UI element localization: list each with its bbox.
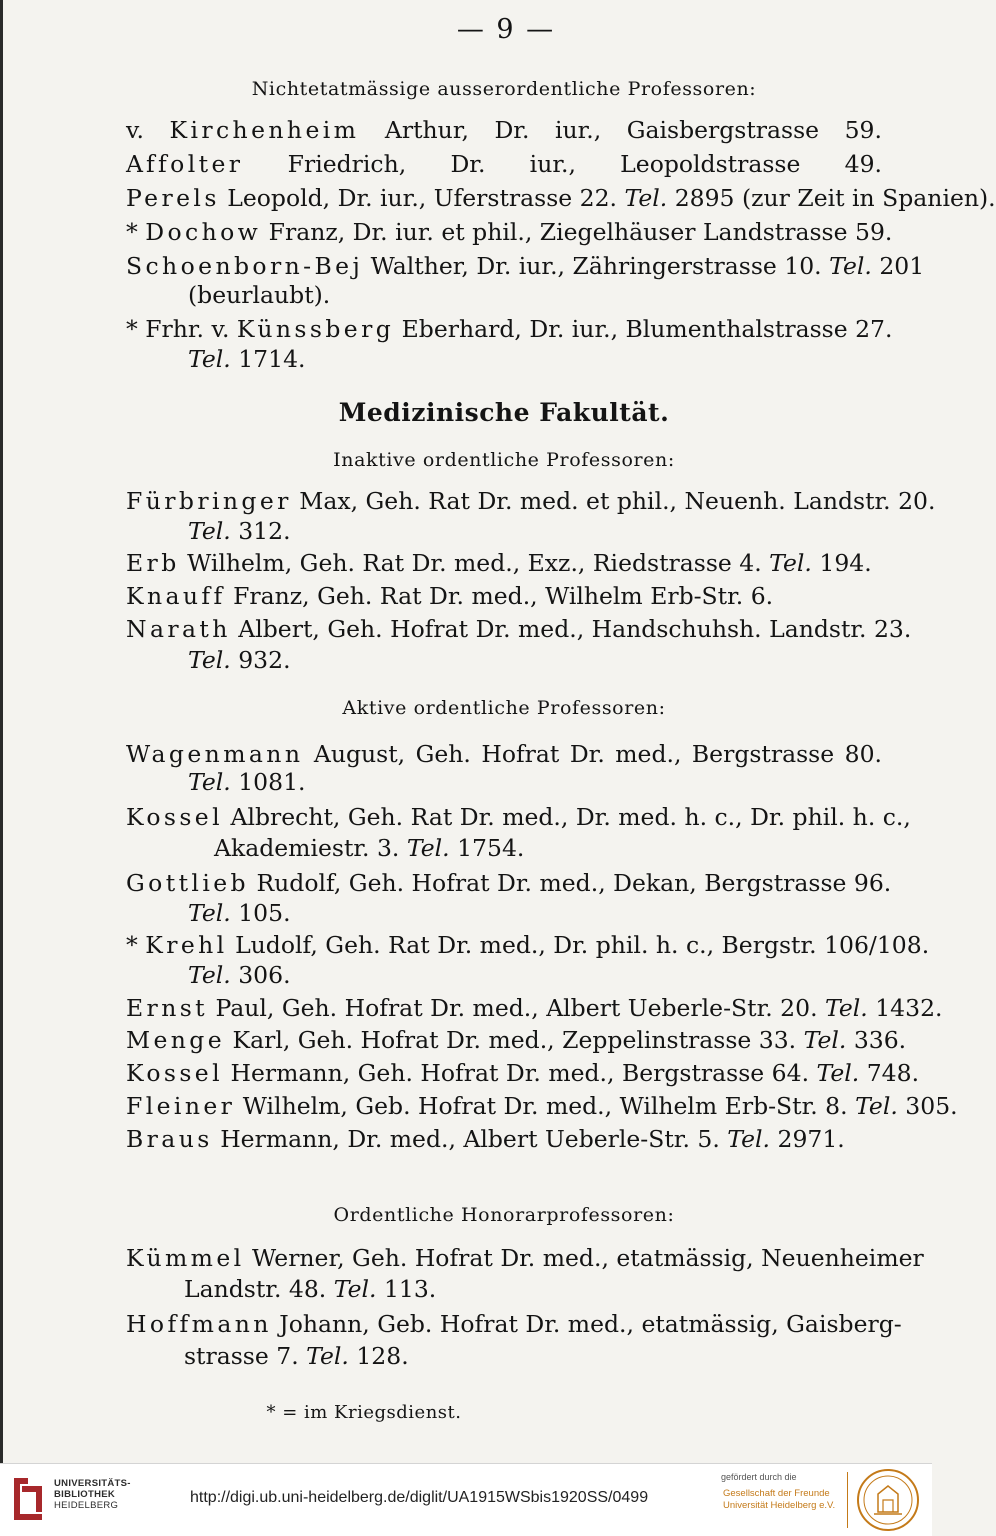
- section-heading-nichtetatmaessige: Nichtetatmässige ausserordentliche Professoren:: [251, 78, 757, 100]
- surname: Knauff: [126, 582, 226, 610]
- entry-schoenborn: Schoenborn-Bej Walther, Dr. iur., Zähringerstrasse 10. Tel. 201: [126, 252, 925, 280]
- entry-gottlieb: Gottlieb Rudolf, Geh. Hofrat Dr. med., Dekan, Bergstrasse 96.: [126, 869, 892, 897]
- entry-ernst: Ernst Paul, Geh. Hofrat Dr. med., Albert Ueberle-Str. 20. Tel. 1432.: [126, 994, 943, 1022]
- entry-kossel-hermann: Kossel Hermann, Geh. Hofrat Dr. med., Bergstrasse 64. Tel. 748.: [126, 1059, 920, 1087]
- faculty-title: Medizinische Fakultät.: [338, 398, 670, 427]
- funded-by-label: gefördert durch die: [721, 1472, 797, 1482]
- surname: Künssberg: [236, 315, 395, 343]
- society-name: Gesellschaft der Freunde Universität Heidelberg e.V.: [723, 1488, 836, 1511]
- surname: Hoffmann: [126, 1310, 272, 1338]
- entry-kuemmel-cont: Landstr. 48. Tel. 113.: [184, 1275, 437, 1303]
- surname: Menge: [126, 1026, 226, 1054]
- entry-menge: Menge Karl, Geh. Hofrat Dr. med., Zeppelinstrasse 33. Tel. 336.: [126, 1026, 907, 1054]
- entry-dochow: * Dochow Franz, Dr. iur. et phil., Ziegelhäuser Landstrasse 59.: [126, 218, 893, 246]
- library-logo-icon: [8, 1474, 48, 1524]
- surname: Schoenborn-Bej: [126, 252, 364, 280]
- entry-perels: Perels Leopold, Dr. iur., Uferstrasse 22. Tel. 2895 (zur Zeit in Spanien).: [126, 184, 996, 212]
- permalink[interactable]: http://digi.ub.uni-heidelberg.de/diglit/UA1915WSbis1920SS/0499: [190, 1489, 649, 1506]
- scan-page-edge: [0, 0, 3, 1463]
- entry-fuerbringer: Fürbringer Max, Geh. Rat Dr. med. et phil., Neuenh. Landstr. 20.: [126, 487, 936, 515]
- surname: Wagenmann: [126, 740, 304, 768]
- surname: Ernst: [126, 994, 209, 1022]
- entry-kuemmel: Kümmel Werner, Geh. Hofrat Dr. med., etatmässig, Neuenheimer: [126, 1244, 924, 1272]
- surname: Dochow: [145, 218, 262, 246]
- entry-krehl: * Krehl Ludolf, Geh. Rat Dr. med., Dr. phil. h. c., Bergstr. 106/108.: [126, 931, 930, 959]
- entry-narath: Narath Albert, Geh. Hofrat Dr. med., Handschuhsh. Landstr. 23.: [126, 615, 912, 643]
- entry-kirchenheim: v. Kirchenheim Arthur, Dr. iur., Gaisbergstrasse 59.: [126, 116, 882, 144]
- entry-kuenssberg: * Frhr. v. Künssberg Eberhard, Dr. iur., Blumenthalstrasse 27.: [126, 315, 893, 343]
- entry-braus: Braus Hermann, Dr. med., Albert Ueberle-Str. 5. Tel. 2971.: [126, 1125, 845, 1153]
- page-number: — 9 —: [456, 14, 556, 45]
- surname: Fleiner: [126, 1092, 236, 1120]
- surname: Perels: [126, 184, 220, 212]
- entry-fleiner: Fleiner Wilhelm, Geb. Hofrat Dr. med., Wilhelm Erb-Str. 8. Tel. 305.: [126, 1092, 958, 1120]
- entry-erb: Erb Wilhelm, Geh. Rat Dr. med., Exz., Riedstrasse 4. Tel. 194.: [126, 549, 872, 577]
- entry-kossel-albrecht-cont: Akademiestr. 3. Tel. 1754.: [214, 834, 525, 862]
- footnote: * = im Kriegsdienst.: [266, 1402, 462, 1423]
- entry-krehl-cont: Tel. 306.: [188, 961, 291, 989]
- entry-wagenmann-cont: Tel. 1081.: [188, 768, 306, 796]
- surname: Kossel: [126, 1059, 224, 1087]
- section-heading-honorar: Ordentliche Honorarprofessoren:: [333, 1204, 675, 1226]
- entry-hoffmann-cont: strasse 7. Tel. 128.: [184, 1342, 409, 1370]
- surname: Kossel: [126, 803, 224, 831]
- surname: Erb: [126, 549, 180, 577]
- surname: Fürbringer: [126, 487, 292, 515]
- surname: Braus: [126, 1125, 213, 1153]
- entry-fuerbringer-cont: Tel. 312.: [188, 517, 291, 545]
- surname: Krehl: [145, 931, 228, 959]
- entry-kossel-albrecht: Kossel Albrecht, Geh. Rat Dr. med., Dr. med. h. c., Dr. phil. h. c.,: [126, 803, 911, 831]
- surname: Gottlieb: [126, 869, 249, 897]
- surname: Kümmel: [126, 1244, 245, 1272]
- entry-narath-cont: Tel. 932.: [188, 646, 291, 674]
- entry-hoffmann: Hoffmann Johann, Geb. Hofrat Dr. med., etatmässig, Gaisberg-: [126, 1310, 902, 1338]
- entry-schoenborn-cont: (beurlaubt).: [188, 281, 331, 309]
- surname: Kirchenheim: [169, 116, 360, 144]
- footer-divider: [847, 1472, 848, 1528]
- surname: Affolter: [126, 150, 244, 178]
- university-seal-icon: [856, 1468, 920, 1532]
- library-name: UNIVERSITÄTS- BIBLIOTHEK HEIDELBERG: [54, 1478, 131, 1511]
- entry-wagenmann: Wagenmann August, Geh. Hofrat Dr. med., Bergstrasse 80.: [126, 740, 882, 768]
- section-heading-inaktive: Inaktive ordentliche Professoren:: [333, 449, 675, 471]
- entry-gottlieb-cont: Tel. 105.: [188, 899, 291, 927]
- surname: Narath: [126, 615, 231, 643]
- section-heading-aktive: Aktive ordentliche Professoren:: [342, 697, 666, 719]
- entry-affolter: Affolter Friedrich, Dr. iur., Leopoldstrasse 49.: [126, 150, 882, 178]
- digitization-footer: [0, 1463, 932, 1536]
- entry-knauff: Knauff Franz, Geh. Rat Dr. med., Wilhelm Erb-Str. 6.: [126, 582, 774, 610]
- entry-kuenssberg-cont: Tel. 1714.: [188, 345, 306, 373]
